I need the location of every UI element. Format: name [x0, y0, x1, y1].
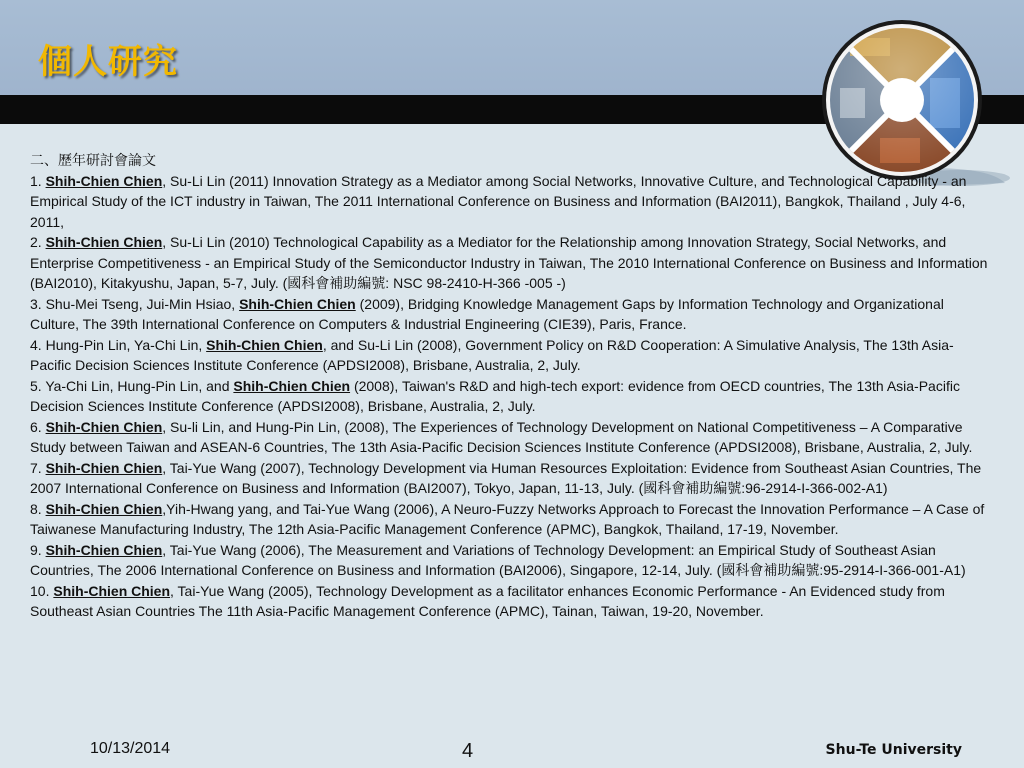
highlighted-author: Shih-Chien Chien: [45, 459, 163, 476]
entry-number: 5.: [30, 377, 46, 394]
highlighted-author: Shih-Chien Chien: [45, 500, 163, 517]
entry-coauthors: Hung-Pin Lin, Ya-Chi Lin,: [45, 336, 207, 353]
paper-entry: [30, 540, 990, 581]
highlighted-author: Shih-Chien Chien: [206, 336, 323, 353]
conference-paper-list: [30, 150, 990, 622]
paper-entry: [30, 294, 990, 335]
highlighted-author: Shih-Chien Chien: [233, 377, 351, 394]
highlighted-author: Shih-Chien Chien: [45, 418, 163, 435]
paper-entry: [30, 417, 990, 458]
footer-date: 10/13/2014: [90, 740, 171, 757]
highlighted-author: Shih-Chien Chien: [45, 234, 163, 250]
entry-number: 8.: [30, 500, 46, 517]
entry-number: 9.: [30, 541, 46, 558]
paper-entry: [30, 171, 990, 233]
paper-entry: [30, 581, 990, 622]
entry-citation: , Su-Li Lin (2010) Technological Capability as a Mediator for the Relationship among Innovation Strategy, Social Networks, and Enterprise Competitiveness - an Empirical Study of the Semiconductor Industry in Taiwan, The 2010 International Conference on Business and Information (BAI2010), Kitakyushu, Japan, 5-7, July. (國科會補助編號: NSC 98-2410-H-366 -005 -): [30, 234, 988, 291]
entry-number: 3.: [30, 295, 46, 312]
entry-number: 4.: [30, 336, 46, 353]
entry-citation: , Tai-Yue Wang (2005), Technology Development as a facilitator enhances Economic Performance - An Evidenced study from Southeast Asian Countries The 11th Asia-Pacific Management Conference (APMC), Tainan, Taiwan, 19-20, November.: [30, 582, 945, 619]
entry-number: 2.: [30, 234, 46, 250]
paper-entry: [30, 499, 990, 540]
entry-citation: (2008), Taiwanʹs R&D and high-tech export: evidence from OECD countries, The 13th Asia-Pacific Decision Sciences Institute Conference (APDSI2008), Brisbane, Australia, 2, July.: [30, 377, 960, 414]
entry-number: 1.: [30, 172, 46, 189]
paper-entry: [30, 376, 990, 417]
entry-citation: (2009), Bridging Knowledge Management Gaps by Information Technology and Organizational Culture, The 39th International Conference on Computers & Industrial Engineering (CIE39), Paris, France.: [30, 295, 944, 332]
entry-citation: , Tai-Yue Wang (2006), The Measurement and Variations of Technology Development: an Empirical Study of Southeast Asian Countries, The 2006 International Conference on Business and Information (BAI2006), Singapore, 12-14, July. (國科會補助編號:95-2914-I-366-001-A1): [30, 541, 966, 578]
paper-entry: [30, 335, 990, 376]
entry-citation: , Su-li Lin, and Hung-Pin Lin, (2008), The Experiences of Technology Development on National Competitiveness – A Comparative Study between Taiwan and ASEAN-6 Countries, The 13th Asia-Pacific Decision Sciences Institute Conference (APDSI2008), Brisbane, Australia, 2, July.: [30, 418, 973, 455]
highlighted-author: Shih-Chien Chien: [45, 172, 163, 189]
entry-citation: , Su-Li Lin (2011) Innovation Strategy as a Mediator among Social Networks, Innovative Culture, and Technological Capability - an Empirical Study of the ICT industry in Taiwan, The 2011 International Conference on Business and Information (BAI2011), Bangkok, Thailand , July 4-6, 2011,: [30, 172, 967, 230]
paper-entry: [30, 458, 990, 499]
entry-number: 6.: [30, 418, 46, 435]
highlighted-author: Shih-Chien Chien: [45, 541, 163, 558]
entry-coauthors: Shu-Mei Tseng, Jui-Min Hsiao,: [45, 295, 240, 312]
entry-citation: , and Su-Li Lin (2008), Government Policy on R&D Cooperation: A Simulative Analysis, The 13th Asia-Pacific Decision Sciences Institute Conference (APDSI2008), Brisbane, Australia, 2, July.: [30, 336, 954, 373]
highlighted-author: Shih-Chien Chien: [239, 295, 356, 312]
page-number: 4: [462, 740, 474, 762]
entry-citation: , Tai-Yue Wang (2007), Technology Development via Human Resources Exploitation: Evidence from Southeast Asian Countries, The 2007 International Conference on Business and Information (BAI2007), Tokyo, Japan, 11-13, July. (國科會補助編號:96-2914-I-366-002-A1): [30, 459, 982, 496]
section-heading: 二、歷年研討會論文: [30, 152, 156, 168]
entry-number: 10.: [30, 582, 54, 599]
slide-title: 個人研究: [38, 42, 178, 82]
entry-number: 7.: [30, 459, 46, 476]
entry-coauthors: Ya-Chi Lin, Hung-Pin Lin, and: [45, 377, 234, 394]
highlighted-author: Shih-Chien Chien: [53, 582, 171, 599]
footer-organization: Shu-Te University: [825, 742, 962, 758]
entry-citation: ,Yih-Hwang yang, and Tai-Yue Wang (2006), A Neuro-Fuzzy Networks Approach to Forecast the Innovation Performance – A Case of Taiwanese Manufacturing Industry, The 12th Asia-Pacific Management Conference (APMC), Bangkok, Thailand, 17-19, November.: [30, 500, 985, 537]
paper-entry: [30, 232, 990, 294]
